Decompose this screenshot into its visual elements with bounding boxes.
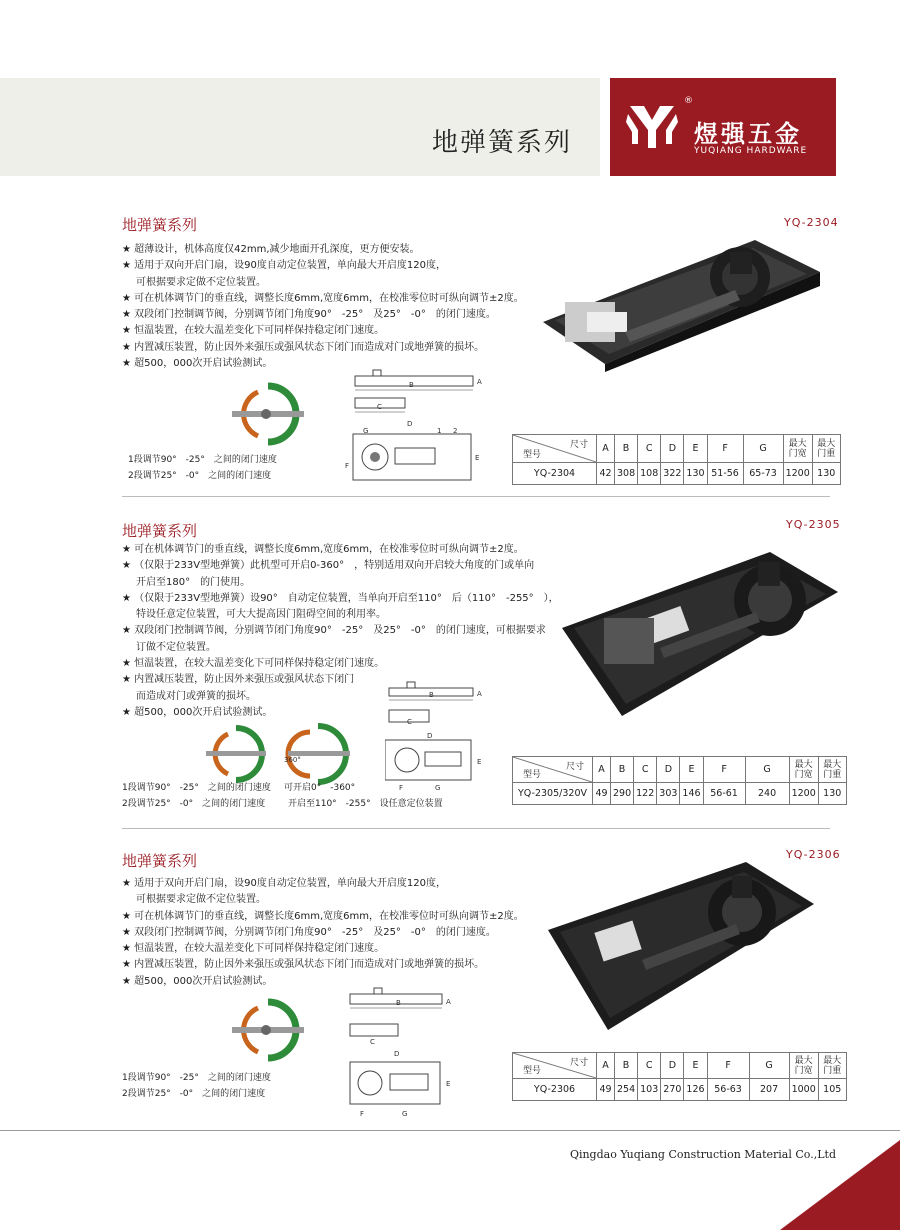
section-title: 地弹簧系列	[122, 522, 198, 540]
feature-item: ★ 恒温装置，在较大温差变化下可同样保持稳定闭门速度。	[122, 658, 385, 670]
table-corner-header: 尺寸 型号	[513, 1053, 597, 1079]
column-header: B	[611, 757, 634, 783]
feature-item: ★ 超薄设计，机体高度仅42mm,减少地面开孔深度，更方便安装。	[122, 244, 420, 255]
column-header: E	[680, 757, 703, 783]
dim-label-e: E	[477, 758, 482, 766]
table-cell: 1200	[783, 463, 812, 485]
table-cell: 240	[745, 783, 789, 805]
dim-label-d: D	[427, 732, 433, 740]
footer-divider	[0, 1130, 900, 1131]
brand-name-cn: 煜强五金	[694, 120, 802, 148]
dim-label-f: F	[360, 1110, 365, 1118]
column-header: D	[661, 435, 684, 463]
dim-label-e: E	[446, 1080, 451, 1088]
angle-label-360: 360°	[284, 756, 301, 764]
floor-spring-product-image	[560, 548, 840, 720]
column-header: F	[707, 435, 743, 463]
section-title: 地弹簧系列	[122, 216, 198, 234]
column-header: C	[638, 435, 661, 463]
feature-item: ★ 适用于双向开启门扇，设90度自动定位装置，单向最大开启度120度，	[122, 878, 446, 889]
table-corner-header: 尺寸 型号	[513, 757, 593, 783]
table-corner-header: 尺寸 型号	[513, 435, 597, 463]
dim-label-c: C	[407, 718, 412, 726]
dim-label-a: A	[446, 998, 451, 1006]
column-header: 最大 门宽	[789, 757, 818, 783]
brand-logo	[610, 78, 836, 176]
table-row	[513, 783, 847, 805]
floor-spring-product-image	[535, 232, 825, 372]
registered-mark: ®	[684, 96, 693, 106]
speed-caption: 1段调节90° -25° 之间的闭门速度 2段调节25° -0° 之间的闭门速度	[122, 1073, 271, 1099]
table-cell: 49	[593, 783, 611, 805]
feature-item: ★ 双段闭门控制调节阀，分别调节闭门角度90° -25° 及25° -0° 的闭门速度，可根据要求	[122, 625, 546, 637]
model-code: YQ-2304	[784, 216, 839, 229]
page-title: 地弹簧系列	[432, 128, 573, 158]
footer-company: Qingdao Yuqiang Construction Material Co.,Ltd	[569, 1148, 836, 1161]
dim-label-b: B	[409, 381, 414, 389]
table-cell: YQ-2305/320V	[513, 783, 593, 805]
dimension-drawing	[346, 986, 456, 1120]
table-cell: 322	[661, 463, 684, 485]
feature-item: ★ 恒温装置，在较大温差变化下可同样保持稳定闭门速度。	[122, 325, 385, 337]
dim-label-e: E	[475, 454, 480, 462]
feature-item: ★ 可在机体调节门的垂直线，调整长度6mm,宽度6mm，在校准零位时可纵向调节±2度。	[122, 544, 524, 555]
column-header: 最大 门重	[818, 757, 846, 783]
table-header-row	[513, 757, 847, 783]
table-cell: 130	[818, 783, 846, 805]
feature-item: ★ 恒温装置，在较大温差变化下可同样保持稳定闭门速度。	[122, 943, 385, 955]
brand-mark-icon	[626, 100, 678, 152]
column-header: C	[638, 1053, 661, 1079]
model-code: YQ-2305	[786, 518, 841, 531]
dim-label-a: A	[477, 690, 482, 698]
column-header: G	[749, 1053, 789, 1079]
table-cell: 105	[818, 1079, 846, 1101]
feature-item: ★ 可在机体调节门的垂直线，调整长度6mm,宽度6mm，在校准零位时可纵向调节±2度。	[122, 292, 524, 304]
open-360-diagram	[284, 722, 354, 786]
table-cell: 207	[749, 1079, 789, 1101]
feature-item: 可根据要求定做不定位装置。	[136, 894, 266, 906]
closing-speed-diagram	[206, 724, 266, 784]
opening-caption: 可开启0° -360° 开启至110° -255° 设任意定位装置	[284, 783, 443, 809]
feature-item: ★ 可在机体调节门的垂直线，调整长度6mm,宽度6mm，在校准零位时可纵向调节±2度。	[122, 910, 524, 922]
table-cell: 146	[680, 783, 703, 805]
dim-label-f: F	[345, 462, 350, 470]
feature-item: ★ 超500，000次开启试验测试。	[122, 706, 273, 718]
table-cell: 42	[597, 463, 615, 485]
floor-spring-product-image	[546, 860, 816, 1032]
table-cell: 126	[684, 1079, 707, 1101]
feature-item: 特设任意定位装置，可大大提高因门阻碍空间的利用率。	[136, 609, 386, 621]
dim-label-c: C	[377, 403, 382, 411]
feature-item: ★ 内置减压装置，防止因外来强压或强风状态下闭门而造成对门或地弹簧的损坏。	[122, 959, 485, 971]
table-cell: 56-61	[703, 783, 745, 805]
feature-item: 开启至180° 的门使用。	[136, 576, 251, 588]
column-header: 最大 门宽	[789, 1053, 818, 1079]
speed-caption: 1段调节90° -25° 之间的闭门速度 2段调节25° -0° 之间的闭门速度	[128, 455, 277, 481]
table-cell: 103	[638, 1079, 661, 1101]
table-cell: 51-56	[707, 463, 743, 485]
column-header: D	[657, 757, 680, 783]
section-title: 地弹簧系列	[122, 852, 198, 870]
table-header-row	[513, 435, 841, 463]
column-header: 最大 门重	[812, 435, 840, 463]
column-header: 最大 门宽	[783, 435, 812, 463]
table-cell: 1200	[789, 783, 818, 805]
feature-item: ★ （仅限于233V型地弹簧）设90° 自动定位装置，当单向开启至110° 后（110° -255° ），	[122, 592, 559, 604]
dim-label-f: F	[399, 784, 404, 792]
column-header: F	[707, 1053, 749, 1079]
dim-label-b: B	[429, 691, 434, 699]
feature-item: 而造成对门或弹簧的损坏。	[136, 690, 256, 702]
column-header: G	[745, 757, 789, 783]
dim-label-c: C	[370, 1038, 375, 1046]
dim-label-b: B	[396, 999, 401, 1007]
spec-table	[512, 434, 841, 485]
dim-label-2: 2	[453, 427, 458, 435]
column-header: E	[684, 435, 707, 463]
table-cell: 49	[597, 1079, 615, 1101]
dimension-drawing	[385, 676, 495, 796]
table-cell: 130	[684, 463, 707, 485]
section-divider	[122, 496, 830, 497]
table-cell: 108	[638, 463, 661, 485]
column-header: C	[634, 757, 657, 783]
column-header: A	[597, 1053, 615, 1079]
table-cell: 122	[634, 783, 657, 805]
dim-label-g: G	[402, 1110, 408, 1118]
model-code: YQ-2306	[786, 848, 841, 861]
feature-item: ★ 双段闭门控制调节阀，分别调节闭门角度90° -25° 及25° -0° 的闭门速度。	[122, 926, 496, 938]
brand-name-en: YUQIANG HARDWARE	[694, 146, 808, 156]
dimension-drawing	[345, 368, 485, 483]
feature-list	[122, 242, 524, 372]
dim-label-g: G	[363, 427, 369, 435]
feature-list	[122, 876, 524, 990]
feature-item: ★ 超500，000次开启试验测试。	[122, 358, 273, 370]
table-cell: 308	[615, 463, 638, 485]
spec-table	[512, 1052, 847, 1101]
feature-item: ★ （仅限于233V型地弹簧）此机型可开启0-360° ，特别适用双向开启较大角度的门或单向	[122, 560, 535, 572]
spec-table	[512, 756, 847, 805]
table-cell: 1000	[789, 1079, 818, 1101]
column-header: B	[615, 1053, 638, 1079]
dim-label-g: G	[435, 784, 441, 792]
table-header-row	[513, 1053, 847, 1079]
dim-label-d: D	[394, 1050, 400, 1058]
column-header: A	[593, 757, 611, 783]
table-cell: 56-63	[707, 1079, 749, 1101]
column-header: 最大 门重	[818, 1053, 846, 1079]
dim-label-a: A	[477, 378, 482, 386]
table-cell: YQ-2304	[513, 463, 597, 485]
column-header: F	[703, 757, 745, 783]
corner-decoration	[780, 1140, 900, 1230]
column-header: G	[743, 435, 783, 463]
feature-item: ★ 超500，000次开启试验测试。	[122, 975, 273, 987]
column-header: A	[597, 435, 615, 463]
table-cell: 290	[611, 783, 634, 805]
section-divider	[122, 828, 830, 829]
table-cell: 130	[812, 463, 840, 485]
closing-speed-diagram	[228, 996, 308, 1066]
dim-label-d: D	[407, 420, 413, 428]
closing-speed-diagram	[228, 378, 308, 448]
feature-item: ★ 内置减压装置，防止因外来强压或强风状态下闭门	[122, 674, 355, 686]
table-cell: 270	[661, 1079, 684, 1101]
column-header: B	[615, 435, 638, 463]
table-cell: YQ-2306	[513, 1079, 597, 1101]
table-cell: 65-73	[743, 463, 783, 485]
speed-caption: 1段调节90° -25° 之间的闭门速度 2段调节25° -0° 之间的闭门速度	[122, 783, 271, 809]
table-cell: 303	[657, 783, 680, 805]
feature-item: ★ 双段闭门控制调节阀，分别调节闭门角度90° -25° 及25° -0° 的闭门速度。	[122, 309, 496, 321]
feature-item: 可根据要求定做不定位装置。	[136, 276, 266, 288]
column-header: D	[661, 1053, 684, 1079]
dim-label-1: 1	[437, 427, 442, 435]
table-cell: 254	[615, 1079, 638, 1101]
table-row	[513, 1079, 847, 1101]
table-row	[513, 463, 841, 485]
feature-item: ★ 适用于双向开启门扇，设90度自动定位装置，单向最大开启度120度，	[122, 260, 446, 272]
feature-item: ★ 内置减压装置，防止因外来强压或强风状态下闭门而造成对门或地弹簧的损坏。	[122, 341, 485, 353]
column-header: E	[684, 1053, 707, 1079]
feature-item: 订做不定位装置。	[136, 641, 216, 653]
